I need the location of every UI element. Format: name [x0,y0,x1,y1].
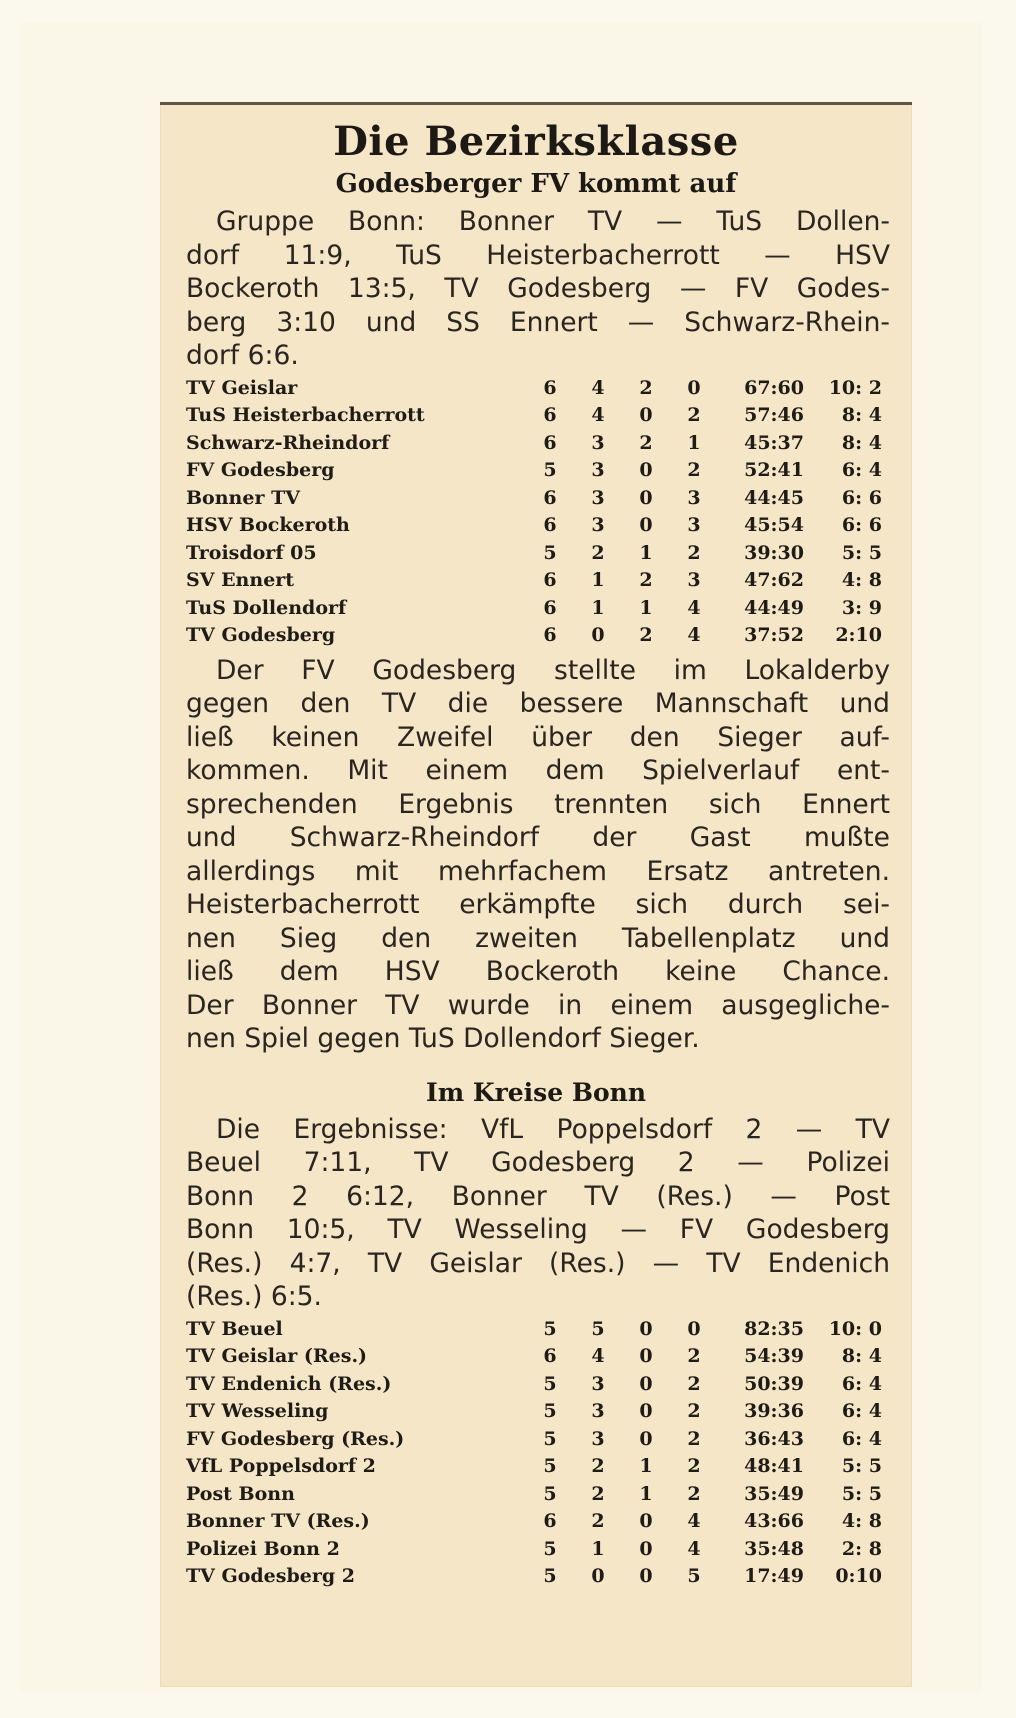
goal-ratio: 44:49 [744,596,804,619]
team-name: Bonner TV (Res.) [186,1510,370,1532]
losses: 2 [687,541,701,564]
points: 5: 5 [841,1482,882,1505]
report-line: ließ keinen Zweifel über den Sieger auf- [186,721,890,753]
table-row [186,1398,882,1426]
team-name: TuS Dollendorf [186,596,347,619]
results-line: Bonn 2 6:12, Bonner TV (Res.) — Post [186,1180,890,1212]
goal-ratio: 39:30 [744,541,804,564]
table-row [186,1371,882,1399]
wins: 3 [591,1400,605,1422]
team-name: TV Godesberg [186,624,336,646]
intro-paragraph [186,205,890,373]
points: 3: 9 [841,596,882,619]
standings-table-bezirksklasse [186,375,882,650]
games-played: 5 [543,1317,557,1340]
wins: 2 [591,541,605,564]
wins: 3 [591,1427,605,1450]
article-title: Die Bezirksklasse [333,118,739,165]
wins: 4 [591,376,605,399]
section-title-kreise-bonn: Im Kreise Bonn [426,1077,646,1107]
games-played: 5 [543,459,557,481]
points: 5: 5 [841,541,882,564]
goal-ratio: 35:48 [744,1537,804,1560]
team-name: SV Ennert [186,569,295,591]
draws: 0 [639,514,653,536]
goal-ratio: 52:41 [744,459,804,481]
losses: 3 [687,569,701,591]
points: 6: 6 [841,514,882,536]
games-played: 5 [543,541,557,564]
draws: 0 [639,486,653,509]
table-row [186,1563,882,1591]
wins: 0 [591,624,605,646]
points: 2: 8 [841,1537,882,1560]
team-name: TV Endenich (Res.) [186,1372,392,1395]
games-played: 6 [543,624,557,646]
wins: 3 [591,514,605,536]
table-row [186,622,882,650]
report-line: Der Bonner TV wurde in einem ausgegliche- [186,989,890,1021]
wins: 3 [591,1372,605,1395]
results-line: (Res.) 4:7, TV Geislar (Res.) — TV Endenich [186,1247,890,1279]
intro-line: dorf 11:9, TuS Heisterbacherrott — HSV [186,239,890,271]
report-line: Der FV Godesberg stellte im Lokalderby [216,654,890,686]
article-subtitle: Godesberger FV kommt auf [335,169,737,199]
intro-line: berg 3:10 und SS Ennert — Schwarz-Rhein- [186,306,890,338]
team-name: TV Geislar (Res.) [186,1345,368,1367]
losses: 2 [687,1372,701,1395]
games-played: 5 [543,1455,557,1477]
team-name: Post Bonn [186,1482,295,1505]
goal-ratio: 36:43 [744,1427,804,1450]
points: 10: 2 [828,376,882,399]
wins: 1 [591,596,605,619]
report-line: nen Spiel gegen TuS Dollendorf Sieger. [186,1023,700,1054]
games-played: 6 [543,596,557,619]
wins: 4 [591,1345,605,1367]
report-paragraph [186,654,890,1056]
games-played: 6 [543,514,557,536]
report-line: kommen. Mit einem dem Spielverlauf ent- [186,755,890,786]
team-name: Bonner TV [186,486,300,509]
report-line: Heisterbacherrott erkämpfte sich durch sei- [186,889,890,920]
draws: 2 [639,431,653,454]
goal-ratio: 47:62 [744,569,804,591]
losses: 2 [687,1427,701,1450]
team-name: Polizei Bonn 2 [186,1537,340,1560]
draws: 1 [639,541,653,564]
goal-ratio: 54:39 [744,1345,804,1367]
team-name: Troisdorf 05 [186,541,317,564]
draws: 0 [639,1565,653,1587]
draws: 0 [639,1317,653,1340]
losses: 4 [687,1537,701,1560]
losses: 0 [687,376,701,399]
goal-ratio: 45:54 [744,514,804,536]
games-played: 5 [543,1482,557,1505]
games-played: 5 [543,1565,557,1587]
games-played: 5 [543,1537,557,1560]
wins: 1 [591,1537,605,1560]
results-line: Bonn 10:5, TV Wesseling — FV Godesberg [186,1214,890,1245]
team-name: TV Wesseling [186,1400,329,1422]
wins: 3 [591,431,605,454]
points: 6: 6 [841,486,882,509]
draws: 2 [639,376,653,399]
table-row [186,567,882,595]
points: 0:10 [835,1565,882,1587]
table-row [186,1426,882,1454]
draws: 0 [639,1372,653,1395]
losses: 2 [687,1345,701,1367]
table-row [186,402,882,430]
draws: 0 [639,404,653,426]
goal-ratio: 50:39 [744,1372,804,1395]
games-played: 6 [543,569,557,591]
team-name: TV Beuel [186,1317,283,1340]
losses: 2 [687,1455,701,1477]
intro-line: dorf 6:6. [186,340,299,371]
games-played: 6 [543,1510,557,1532]
team-name: FV Godesberg (Res.) [186,1427,405,1450]
draws: 0 [639,1427,653,1450]
draws: 0 [639,1537,653,1560]
table-row [186,1508,882,1536]
report-line: nen Sieg den zweiten Tabellenplatz und [186,922,890,954]
losses: 2 [687,459,701,481]
losses: 4 [687,596,701,619]
losses: 4 [687,1510,701,1532]
goal-ratio: 44:45 [744,486,804,509]
losses: 2 [687,1482,701,1505]
table-row [186,512,882,540]
games-played: 6 [543,486,557,509]
losses: 0 [687,1317,701,1340]
table-row [186,1453,882,1481]
results-line: Beuel 7:11, TV Godesberg 2 — Polizei [186,1147,890,1178]
team-name: Schwarz-Rheindorf [186,431,390,454]
wins: 2 [591,1482,605,1505]
table-row [186,1343,882,1371]
wins: 0 [591,1565,605,1587]
losses: 2 [687,1400,701,1422]
losses: 2 [687,404,701,426]
games-played: 5 [543,1372,557,1395]
team-name: TuS Heisterbacherrott [186,404,425,426]
table-row [186,430,882,458]
intro-line: Bockeroth 13:5, TV Godesberg — FV Godes- [186,273,890,304]
draws: 0 [639,1510,653,1532]
wins: 5 [591,1317,605,1340]
results-paragraph [186,1113,890,1314]
team-name: TV Godesberg 2 [186,1565,355,1587]
table-row [186,540,882,568]
wins: 2 [591,1455,605,1477]
report-line: sprechenden Ergebnis trennten sich Ennert [186,788,890,820]
points: 4: 8 [841,1510,882,1532]
points: 10: 0 [828,1317,882,1340]
results-line: Die Ergebnisse: VfL Poppelsdorf 2 — TV [216,1113,890,1145]
report-line: ließ dem HSV Bockeroth keine Chance. [186,956,890,987]
points: 8: 4 [841,404,882,426]
points: 8: 4 [841,1345,882,1367]
goal-ratio: 35:49 [744,1482,804,1505]
goal-ratio: 82:35 [744,1317,804,1340]
points: 5: 5 [841,1455,882,1477]
wins: 3 [591,459,605,481]
points: 6: 4 [841,1427,882,1450]
report-line: allerdings mit mehrfachem Ersatz antreten. [186,855,890,887]
points: 2:10 [835,624,882,646]
table-row [186,1481,882,1509]
table-row [186,485,882,513]
team-name: TV Geislar [186,376,298,399]
draws: 0 [639,1345,653,1367]
goal-ratio: 39:36 [744,1400,804,1422]
standings-table-kreise-bonn [186,1316,882,1591]
draws: 1 [639,596,653,619]
table-row [186,1316,882,1344]
results-line: (Res.) 6:5. [186,1281,322,1312]
goal-ratio: 17:49 [744,1565,804,1587]
goal-ratio: 45:37 [744,431,804,454]
games-played: 6 [543,1345,557,1367]
points: 8: 4 [841,431,882,454]
draws: 0 [639,459,653,481]
table-row [186,1536,882,1564]
intro-line: Gruppe Bonn: Bonner TV — TuS Dollen- [216,206,890,237]
games-played: 5 [543,1427,557,1450]
report-line: gegen den TV die bessere Mannschaft und [186,688,890,719]
losses: 5 [687,1565,701,1587]
draws: 2 [639,569,653,591]
team-name: HSV Bockeroth [186,514,350,536]
goal-ratio: 37:52 [744,624,804,646]
points: 4: 8 [841,569,882,591]
losses: 3 [687,514,701,536]
team-name: FV Godesberg [186,459,335,481]
games-played: 6 [543,376,557,399]
draws: 2 [639,624,653,646]
newspaper-clipping [160,102,912,1687]
draws: 1 [639,1482,653,1505]
goal-ratio: 67:60 [744,376,804,399]
losses: 3 [687,486,701,509]
games-played: 5 [543,1400,557,1422]
draws: 0 [639,1400,653,1422]
wins: 4 [591,404,605,426]
wins: 3 [591,486,605,509]
report-line: und Schwarz-Rheindorf der Gast mußte [186,822,890,853]
games-played: 6 [543,404,557,426]
losses: 4 [687,624,701,646]
points: 6: 4 [841,1372,882,1395]
losses: 1 [687,431,701,454]
wins: 2 [591,1510,605,1532]
table-row [186,595,882,623]
draws: 1 [639,1455,653,1477]
games-played: 6 [543,431,557,454]
points: 6: 4 [841,1400,882,1422]
goal-ratio: 43:66 [744,1510,804,1532]
team-name: VfL Poppelsdorf 2 [186,1455,376,1477]
table-row [186,457,882,485]
goal-ratio: 48:41 [744,1455,804,1477]
table-row [186,375,882,403]
goal-ratio: 57:46 [744,404,804,426]
wins: 1 [591,569,605,591]
points: 6: 4 [841,459,882,481]
